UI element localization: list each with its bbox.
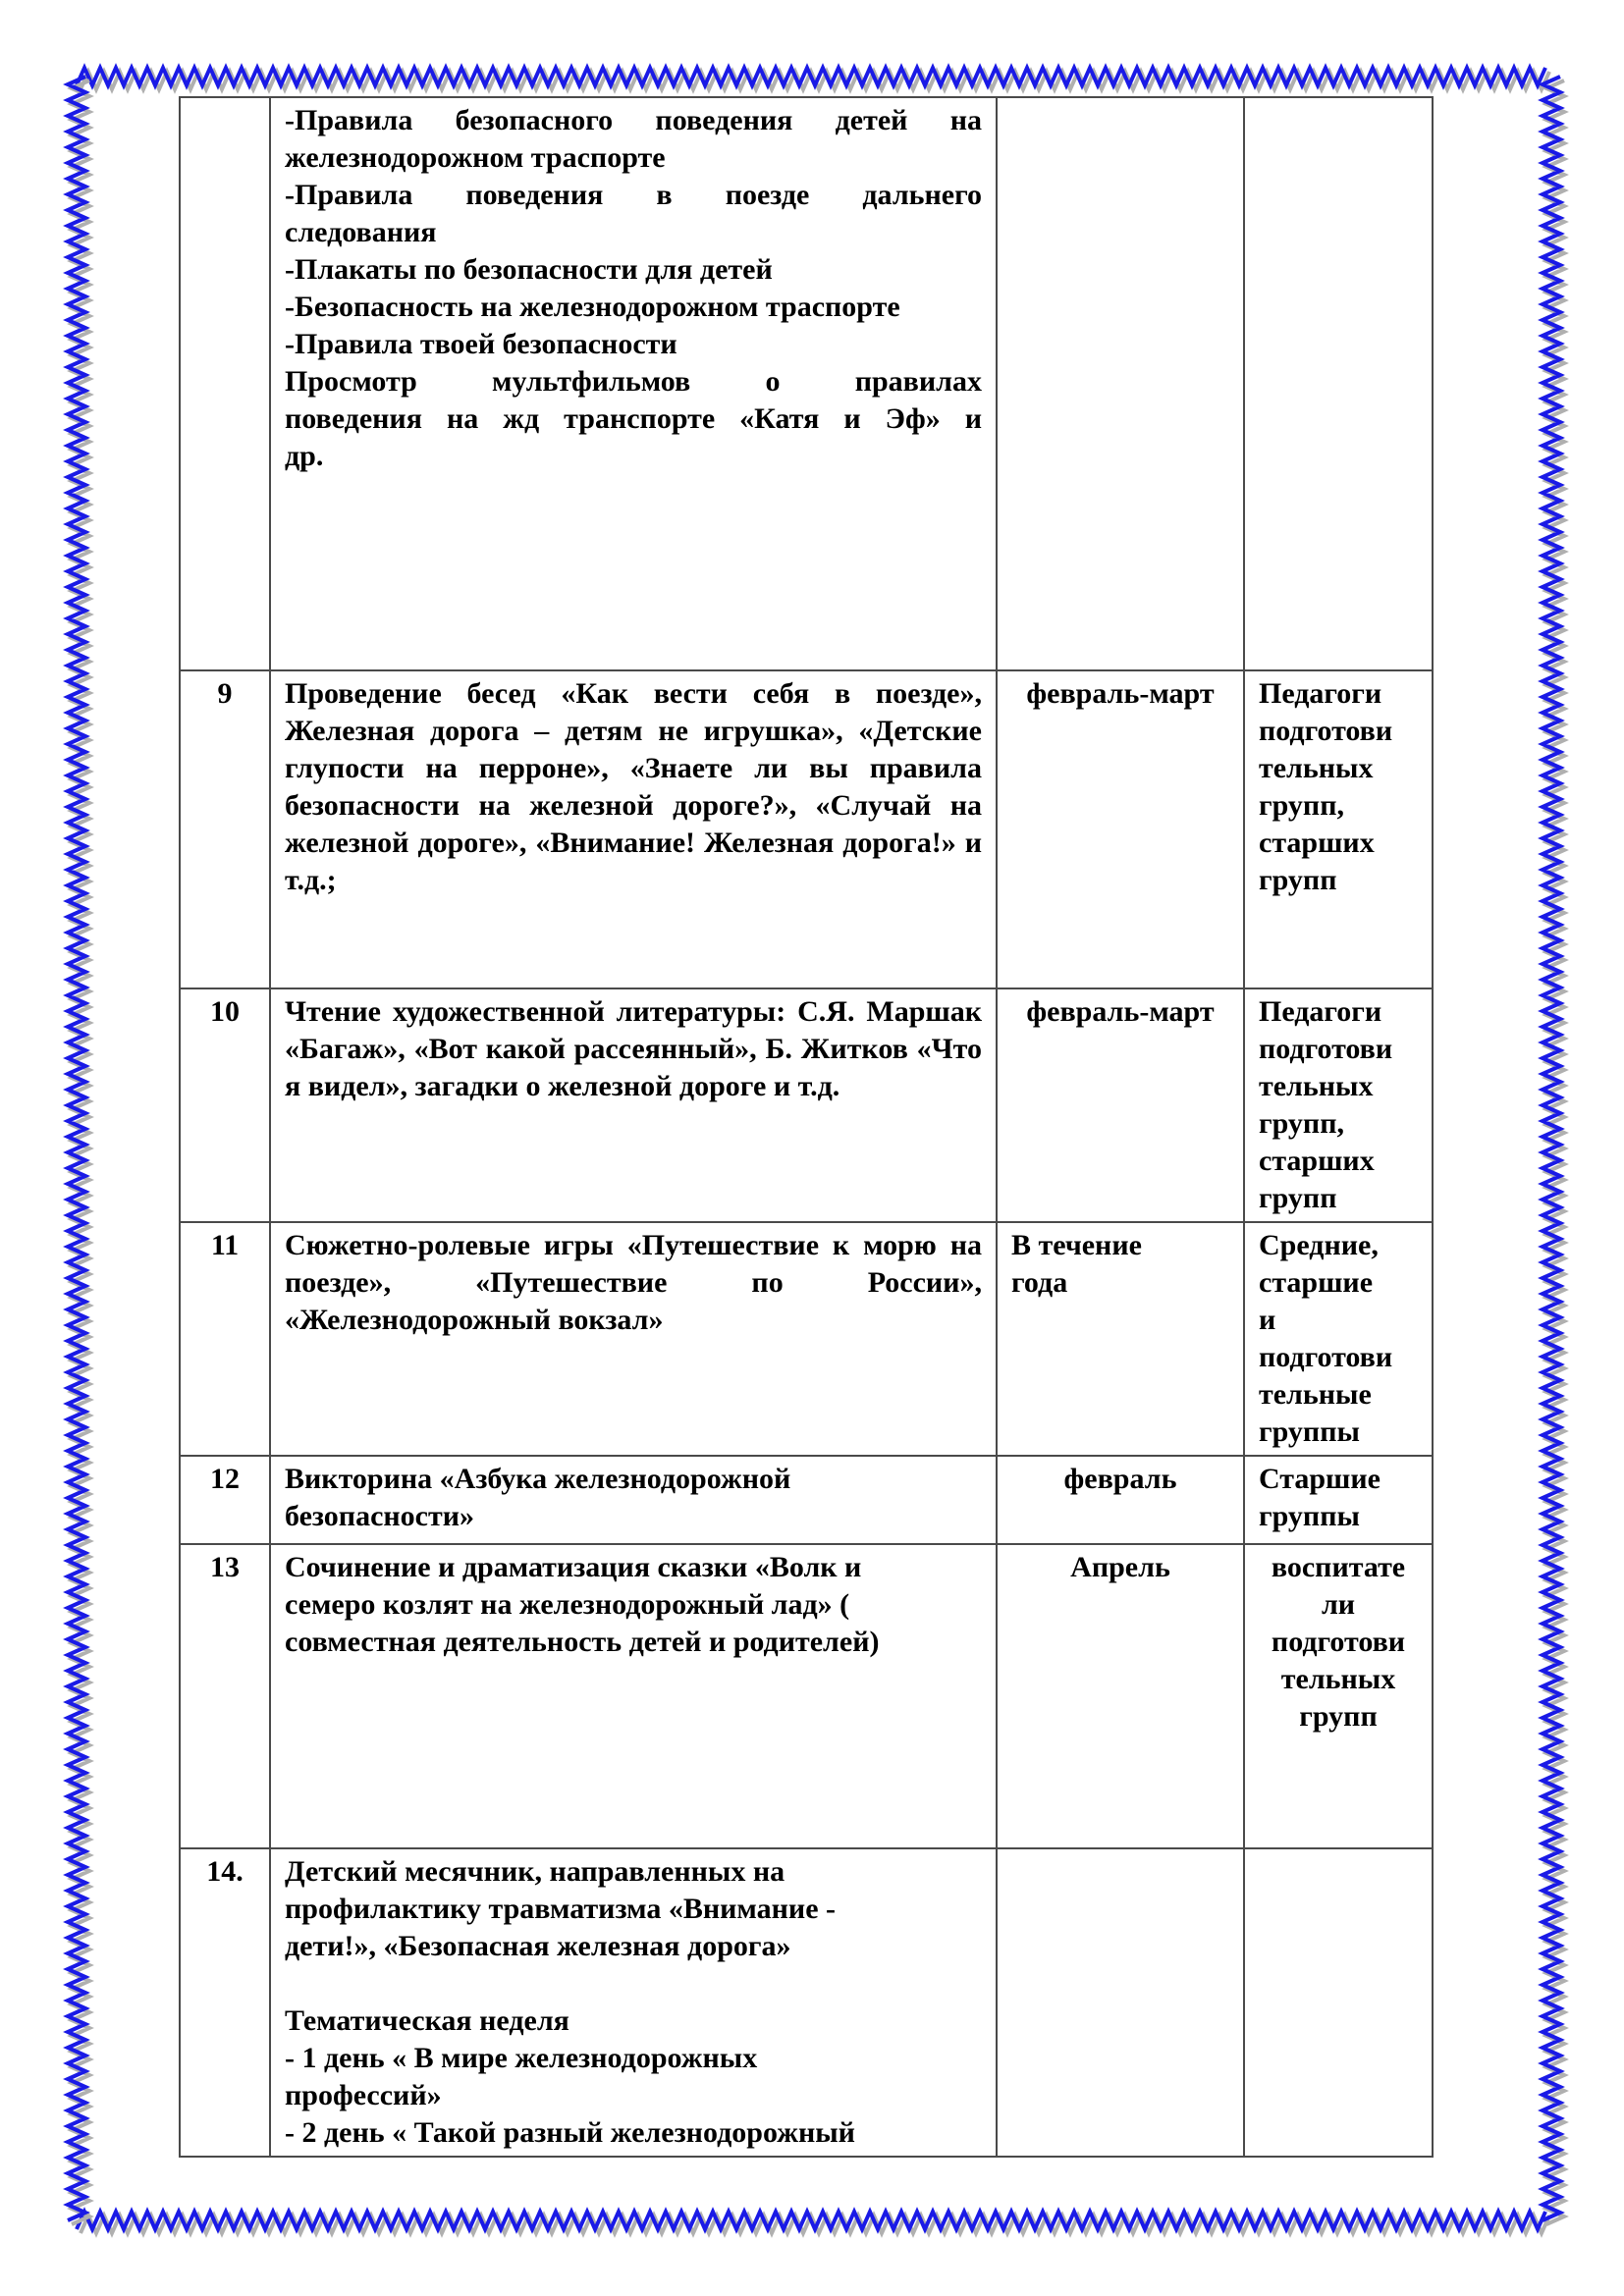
table-row bbox=[180, 1544, 1433, 1848]
table-row bbox=[180, 1848, 1433, 2157]
row-period bbox=[997, 1848, 1244, 2157]
row-number: 12 bbox=[180, 1456, 270, 1544]
table-row bbox=[180, 988, 1433, 1222]
row-activity: -Правила безопасного поведения детей на железнодорожном траспорте -Правила поведения в поезде дальнего следования -Плакаты по безопасности для детей -Безопасность на железнодорожном траспорте -Правила твоей безопасности Просмотр мультфильмов о правилах поведения на жд транспорте «Катя и Эф» и др. bbox=[270, 97, 997, 670]
table-row bbox=[180, 1222, 1433, 1456]
border-zigzag-line bbox=[77, 68, 1545, 85]
row-period: февраль-март bbox=[997, 670, 1244, 988]
row-period: В течение года bbox=[997, 1222, 1244, 1456]
row-responsible bbox=[1244, 1848, 1433, 2157]
table-row bbox=[180, 1456, 1433, 1544]
table-row bbox=[180, 670, 1433, 988]
row-number: 13 bbox=[180, 1544, 270, 1848]
row-responsible: Средние, старшие и подготови тельные группы bbox=[1244, 1222, 1433, 1456]
border-zigzag-line bbox=[77, 2212, 1545, 2229]
border-shadow-line bbox=[72, 80, 89, 2224]
border-shadow-line bbox=[81, 2216, 1549, 2233]
border-shadow-line bbox=[81, 72, 1549, 89]
row-activity: Сочинение и драматизация сказки «Волк и семеро козлят на железнодорожный лад» ( совместная деятельность детей и родителей) bbox=[270, 1544, 997, 1848]
row-activity: Викторина «Азбука железнодорожной безопасности» bbox=[270, 1456, 997, 1544]
row-period bbox=[997, 97, 1244, 670]
row-period: февраль bbox=[997, 1456, 1244, 1544]
row-responsible: Педагоги подготови тельных групп, старших групп bbox=[1244, 988, 1433, 1222]
row-activity: Сюжетно-ролевые игры «Путешествие к морю на поезде», «Путешествие по России», «Железнодорожный вокзал» bbox=[270, 1222, 997, 1456]
row-number: 9 bbox=[180, 670, 270, 988]
border-shadow-line bbox=[1546, 80, 1564, 2224]
table-row bbox=[180, 97, 1433, 670]
row-activity: Детский месячник, направленных на профилактику травматизма «Внимание - дети!», «Безопасная железная дорога» Тематическая неделя - 1 день « В мире железнодорожных профессий» - 2 день « Такой разный железнодорожный bbox=[270, 1848, 997, 2157]
activity-plan-table bbox=[179, 96, 1434, 2158]
border-zigzag-line bbox=[68, 77, 85, 2220]
row-responsible bbox=[1244, 97, 1433, 670]
row-activity: Чтение художественной литературы: С.Я. Маршак «Багаж», «Вот какой рассеянный», Б. Житков «Что я видел», загадки о железной дороге и т.д. bbox=[270, 988, 997, 1222]
row-responsible: Педагоги подготови тельных групп, старших групп bbox=[1244, 670, 1433, 988]
row-period: февраль-март bbox=[997, 988, 1244, 1222]
border-zigzag-line bbox=[1543, 77, 1560, 2220]
row-responsible: воспитате ли подготови тельных групп bbox=[1244, 1544, 1433, 1848]
row-number: 14. bbox=[180, 1848, 270, 2157]
row-period: Апрель bbox=[997, 1544, 1244, 1848]
row-number: 11 bbox=[180, 1222, 270, 1456]
row-activity: Проведение бесед «Как вести себя в поезде», Железная дорога – детям не игрушка», «Детские глупости на перроне», «Знаете ли вы правила безопасности на железной дороге?», «Случай на железной дороге», «Внимание! Железная дорога!» и т.д.; bbox=[270, 670, 997, 988]
row-number: 10 bbox=[180, 988, 270, 1222]
row-number bbox=[180, 97, 270, 670]
row-responsible: Старшие группы bbox=[1244, 1456, 1433, 1544]
